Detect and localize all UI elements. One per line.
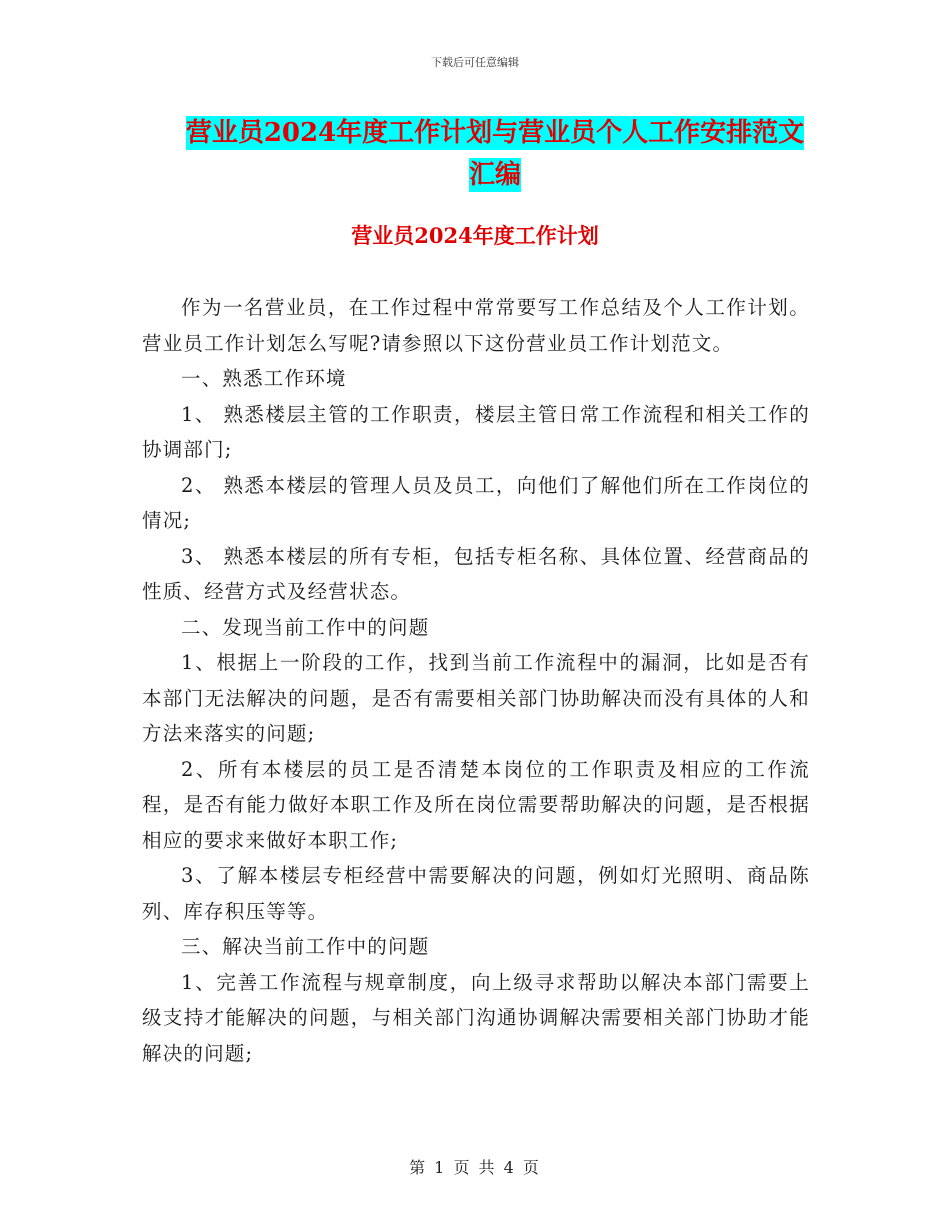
paragraph-item: 3、了解本楼层专柜经营中需要解决的问题，例如灯光照明、商品陈列、库存积压等等。 [142,864,810,923]
paragraph-heading-2: 二、发现当前工作中的问题 [181,615,430,639]
paragraph-heading-1: 一、熟悉工作环境 [181,367,347,390]
page-number-footer: 第 1 页 共 4 页 [409,1158,541,1177]
paragraph-item: 1、完善工作流程与规章制度，向上级寻求帮助以解决本部门需要上级支持才能解决的问题，与相关部门沟通协调解决需要相关部门协助才能解决的问题; [142,970,810,1065]
paragraph-heading-3: 三、解决当前工作中的问题 [181,935,430,958]
paragraph-item: 3、 熟悉本楼层的所有专柜，包括专柜名称、具体位置、经营商品的性质、经营方式及经营状态。 [142,544,810,603]
document-title [140,112,850,196]
paragraph-item: 1、 熟悉楼层主管的工作职责，楼层主管日常工作流程和相关工作的协调部门; [142,402,810,461]
paragraph-item: 2、 熟悉本楼层的管理人员及员工，向他们了解他们所在工作岗位的情况; [142,473,810,532]
paragraph-item: 1、根据上一阶段的工作，找到当前工作流程中的漏洞，比如是否有本部门无法解决的问题，是否有需要相关部门协助解决而没有具体的人和方法来落实的问题; [142,651,810,745]
section-title: 营业员2024年度工作计划 [351,223,599,248]
document-title-line1: 营业员2024年度工作计划与营业员个人工作安排范文 [185,118,805,148]
header-note: 下载后可任意编辑 [431,56,519,69]
paragraph-item: 2、所有本楼层的员工是否清楚本岗位的工作职责及相应的工作流程，是否有能力做好本职工作及所在岗位需要帮助解决的问题，是否根据相应的要求来做好本职工作; [142,757,810,852]
document-title-line2: 汇编 [468,160,521,190]
document-body [142,290,810,1071]
paragraph-intro: 作为一名营业员，在工作过程中常常要写工作总结及个人工作计划。营业员工作计划怎么写呢?请参照以下这份营业员工作计划范文。 [142,296,810,355]
